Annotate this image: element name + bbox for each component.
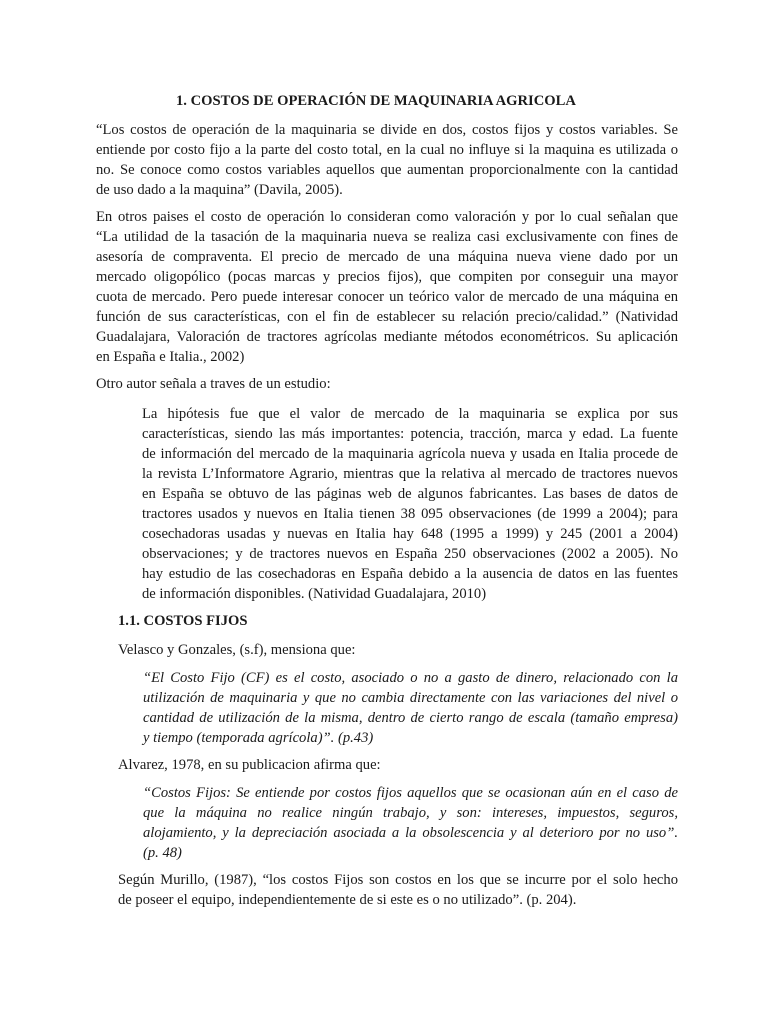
quote-line: cantidad de utilización de la misma, dentro de cierto rango de escala (tamaño empresa) — [143, 710, 678, 726]
paragraph-line: “La utilidad de la tasación de la maquinaria nueva se realiza casi exclusivamente con fines de — [96, 229, 678, 245]
paragraph-line: no. Se conoce como costos variables aquellos que aumentan proporcionalmente con la cantidad — [96, 162, 678, 178]
paragraph-line: entiende por costo fijo a la parte del costo total, en la cual no influye si la maquina es utilizada o — [96, 142, 678, 158]
paragraph-line: de poseer el equipo, independientemente de si este es o no utilizado”. (p. 204). — [118, 892, 577, 908]
quote-line: observaciones; y de tractores nuevos en España 250 observaciones (2002 a 2005). No — [142, 546, 678, 562]
quote-line: de información disponibles. (Natividad Guadalajara, 2010) — [142, 586, 487, 602]
quote-line: (p. 48) — [143, 845, 182, 861]
quote-line: características, siendo las más importantes: potencia, tracción, marca y edad. La fuente — [142, 426, 678, 442]
paragraph-line: Guadalajara, Valoración de tractores agrícolas mediante métodos econométricos. Su aplicación — [96, 329, 678, 345]
paragraph-line: Alvarez, 1978, en su publicacion afirma que: — [118, 757, 381, 773]
quote-line: que la máquina no realice ningún trabajo, y son: intereses, impuestos, seguros, — [143, 805, 678, 821]
paragraph-line: asesoría de compraventa. El precio de mercado de una máquina nueva viene dado por un — [96, 249, 678, 265]
paragraph-line: Otro autor señala a traves de un estudio: — [96, 376, 331, 392]
paragraph-line: de uso dado a la maquina” (Davila, 2005). — [96, 182, 343, 198]
paragraph-line: En otros paises el costo de operación lo consideran como valoración y por lo cual señalan que — [96, 209, 678, 225]
section-heading: 1. COSTOS DE OPERACIÓN DE MAQUINARIA AGRICOLA — [176, 93, 576, 109]
quote-line: alojamiento, y la depreciación asociada a la obsolescencia y al deterioro por no uso”. — [143, 825, 678, 841]
quote-line: tractores usados y nuevos en Italia tienen 38 095 observaciones (de 1999 a 2004); para — [142, 506, 678, 522]
paragraph-line: Velasco y Gonzales, (s.f), mensiona que: — [118, 642, 356, 658]
paragraph-line: “Los costos de operación de la maquinaria se divide en dos, costos fijos y costos variables. Se — [96, 122, 678, 138]
paragraph-line: Según Murillo, (1987), “los costos Fijos son costos en los que se incurre por el solo hecho — [118, 872, 678, 888]
quote-line: en España se obtuvo de las páginas web de algunos fabricantes. Las bases de datos de — [142, 486, 678, 502]
paragraph-line: mercado oligopólico (pocas marcas y precios fijos), que compiten por conseguir una mayor — [96, 269, 678, 285]
quote-line: “Costos Fijos: Se entiende por costos fijos aquellos que se ocasionan aún en el caso de — [143, 785, 678, 801]
quote-line: “El Costo Fijo (CF) es el costo, asociado o no a gasto de dinero, relacionado con la — [143, 670, 678, 686]
paragraph-line: en España e Italia., 2002) — [96, 349, 245, 365]
subsection-heading: 1.1. COSTOS FIJOS — [118, 613, 248, 629]
quote-line: La hipótesis fue que el valor de mercado de la maquinaria se explica por sus — [142, 406, 678, 422]
quote-line: de información del mercado de la maquinaria agrícola nueva y usada en Italia procede de — [142, 446, 678, 462]
quote-line: la revista L’Informatore Agrario, mientras que la relativa al mercado de tractores nuevos — [142, 466, 678, 482]
quote-line: cosechadoras usadas y nuevas en Italia hay 648 (1995 a 1999) y 245 (2001 a 2004) — [142, 526, 678, 542]
paragraph-line: cuota de mercado. Pero puede interesar conocer un teórico valor de mercado de una máquina en — [96, 289, 678, 305]
paragraph-line: función de sus características, con el fin de establecer su relación precio/calidad.” (Natividad — [96, 309, 678, 325]
quote-line: hay estudio de las cosechadoras en España debido a la ausencia de datos en las fuentes — [142, 566, 678, 582]
quote-line: y tiempo (temporada agrícola)”. (p.43) — [143, 730, 374, 746]
quote-line: utilización de maquinaria y que no cambia directamente con las variaciones del nivel o — [143, 690, 678, 706]
